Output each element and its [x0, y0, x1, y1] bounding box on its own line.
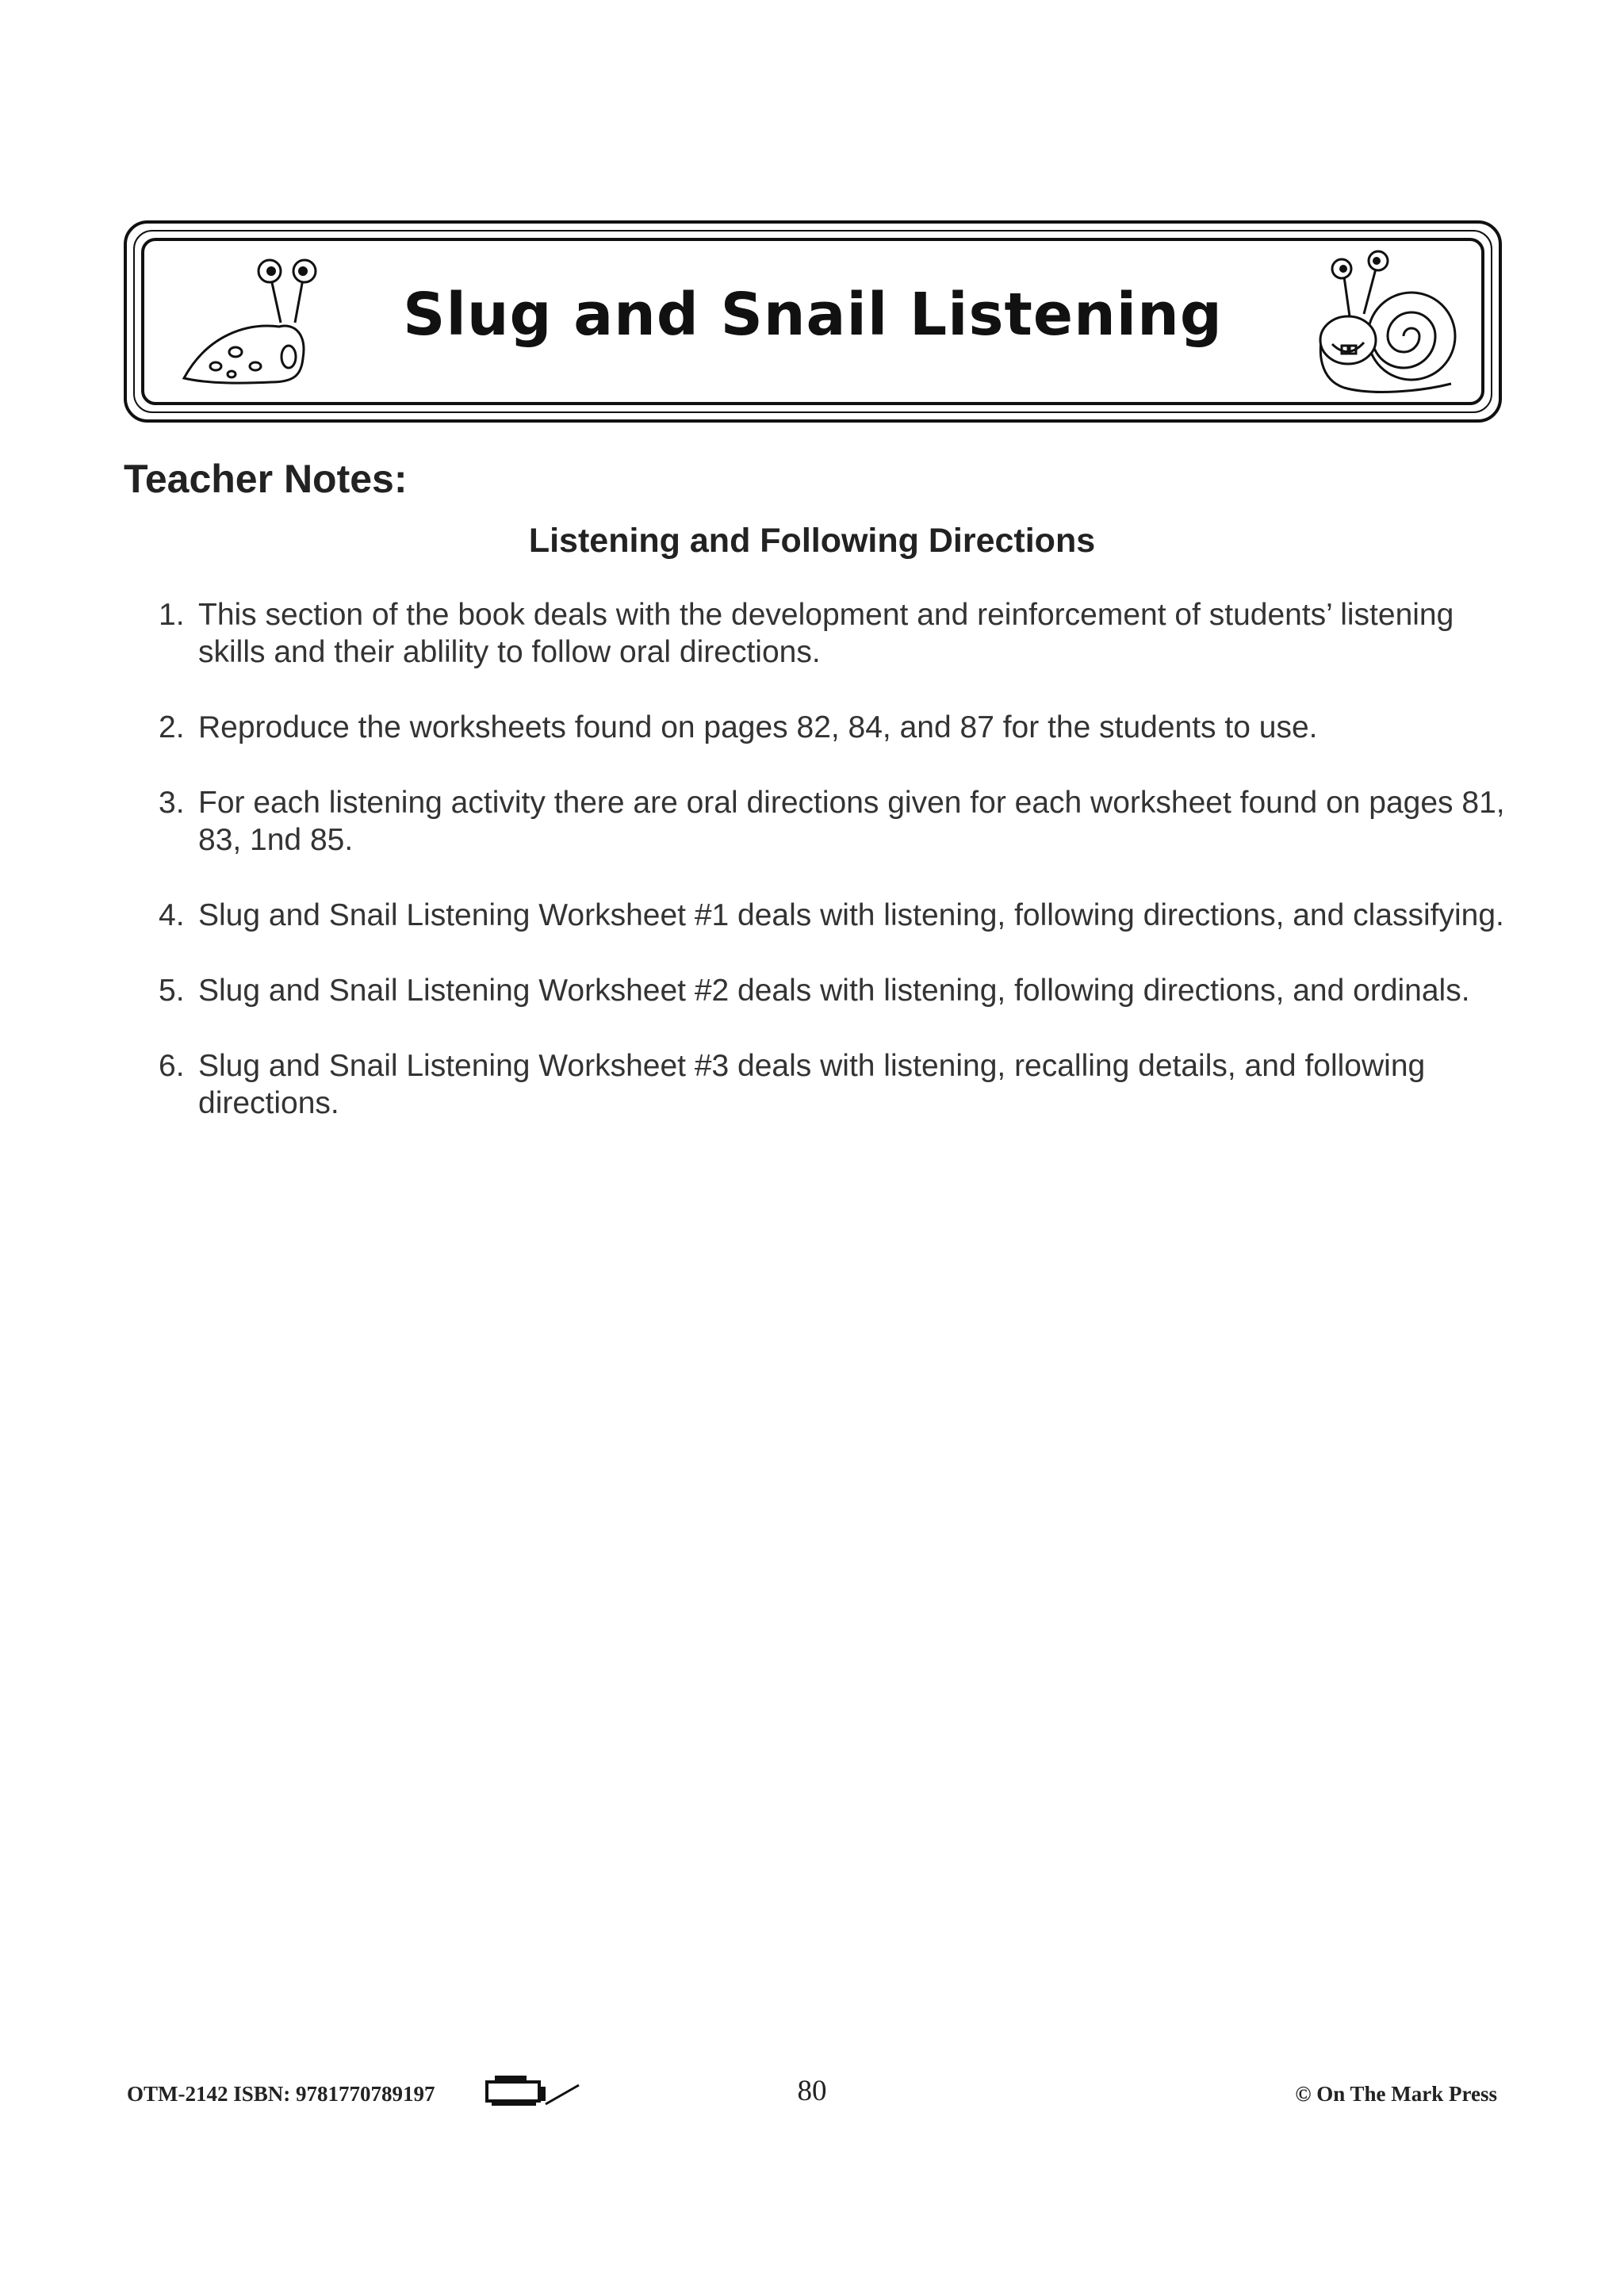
- footer-copyright: © On The Mark Press: [1295, 2082, 1497, 2106]
- notes-list: [159, 596, 1507, 1160]
- item-number: 5.: [159, 974, 185, 1008]
- list-item: [159, 1047, 1507, 1122]
- item-number: 6.: [159, 1049, 185, 1083]
- item-number: 3.: [159, 786, 185, 820]
- item-text: Slug and Snail Listening Worksheet #1 deals with listening, following directions, and classifying.: [198, 898, 1504, 932]
- footer-code-isbn: OTM-2142 ISBN: 9781770789197: [127, 2082, 435, 2106]
- list-item: [159, 897, 1507, 934]
- page-number: 80: [797, 2075, 827, 2107]
- subheading: Listening and Following Directions: [528, 522, 1096, 560]
- list-item: [159, 709, 1507, 746]
- item-number: 2.: [159, 710, 185, 744]
- page-title: Slug and Snail Listening: [403, 281, 1223, 349]
- item-text: Slug and Snail Listening Worksheet #3 deals with listening, recalling details, and following directions.: [198, 1049, 1426, 1120]
- item-text: Reproduce the worksheets found on pages 82, 84, and 87 for the students to use.: [198, 710, 1318, 744]
- item-number: 4.: [159, 898, 185, 932]
- list-item: [159, 972, 1507, 1009]
- snail-illustration: [1300, 241, 1467, 400]
- section-heading: Teacher Notes:: [124, 457, 408, 501]
- list-item: [159, 784, 1507, 859]
- title-banner: [124, 220, 1502, 423]
- item-number: 1.: [159, 598, 185, 632]
- list-item: [159, 596, 1507, 671]
- item-text: For each listening activity there are oral directions given for each worksheet found on pages 81, 83, 1nd 85.: [198, 786, 1505, 857]
- item-text: This section of the book deals with the development and reinforcement of students’ listening skills and their ablility to follow oral directions.: [198, 598, 1454, 669]
- item-text: Slug and Snail Listening Worksheet #2 deals with listening, following directions, and ordinals.: [198, 974, 1470, 1008]
